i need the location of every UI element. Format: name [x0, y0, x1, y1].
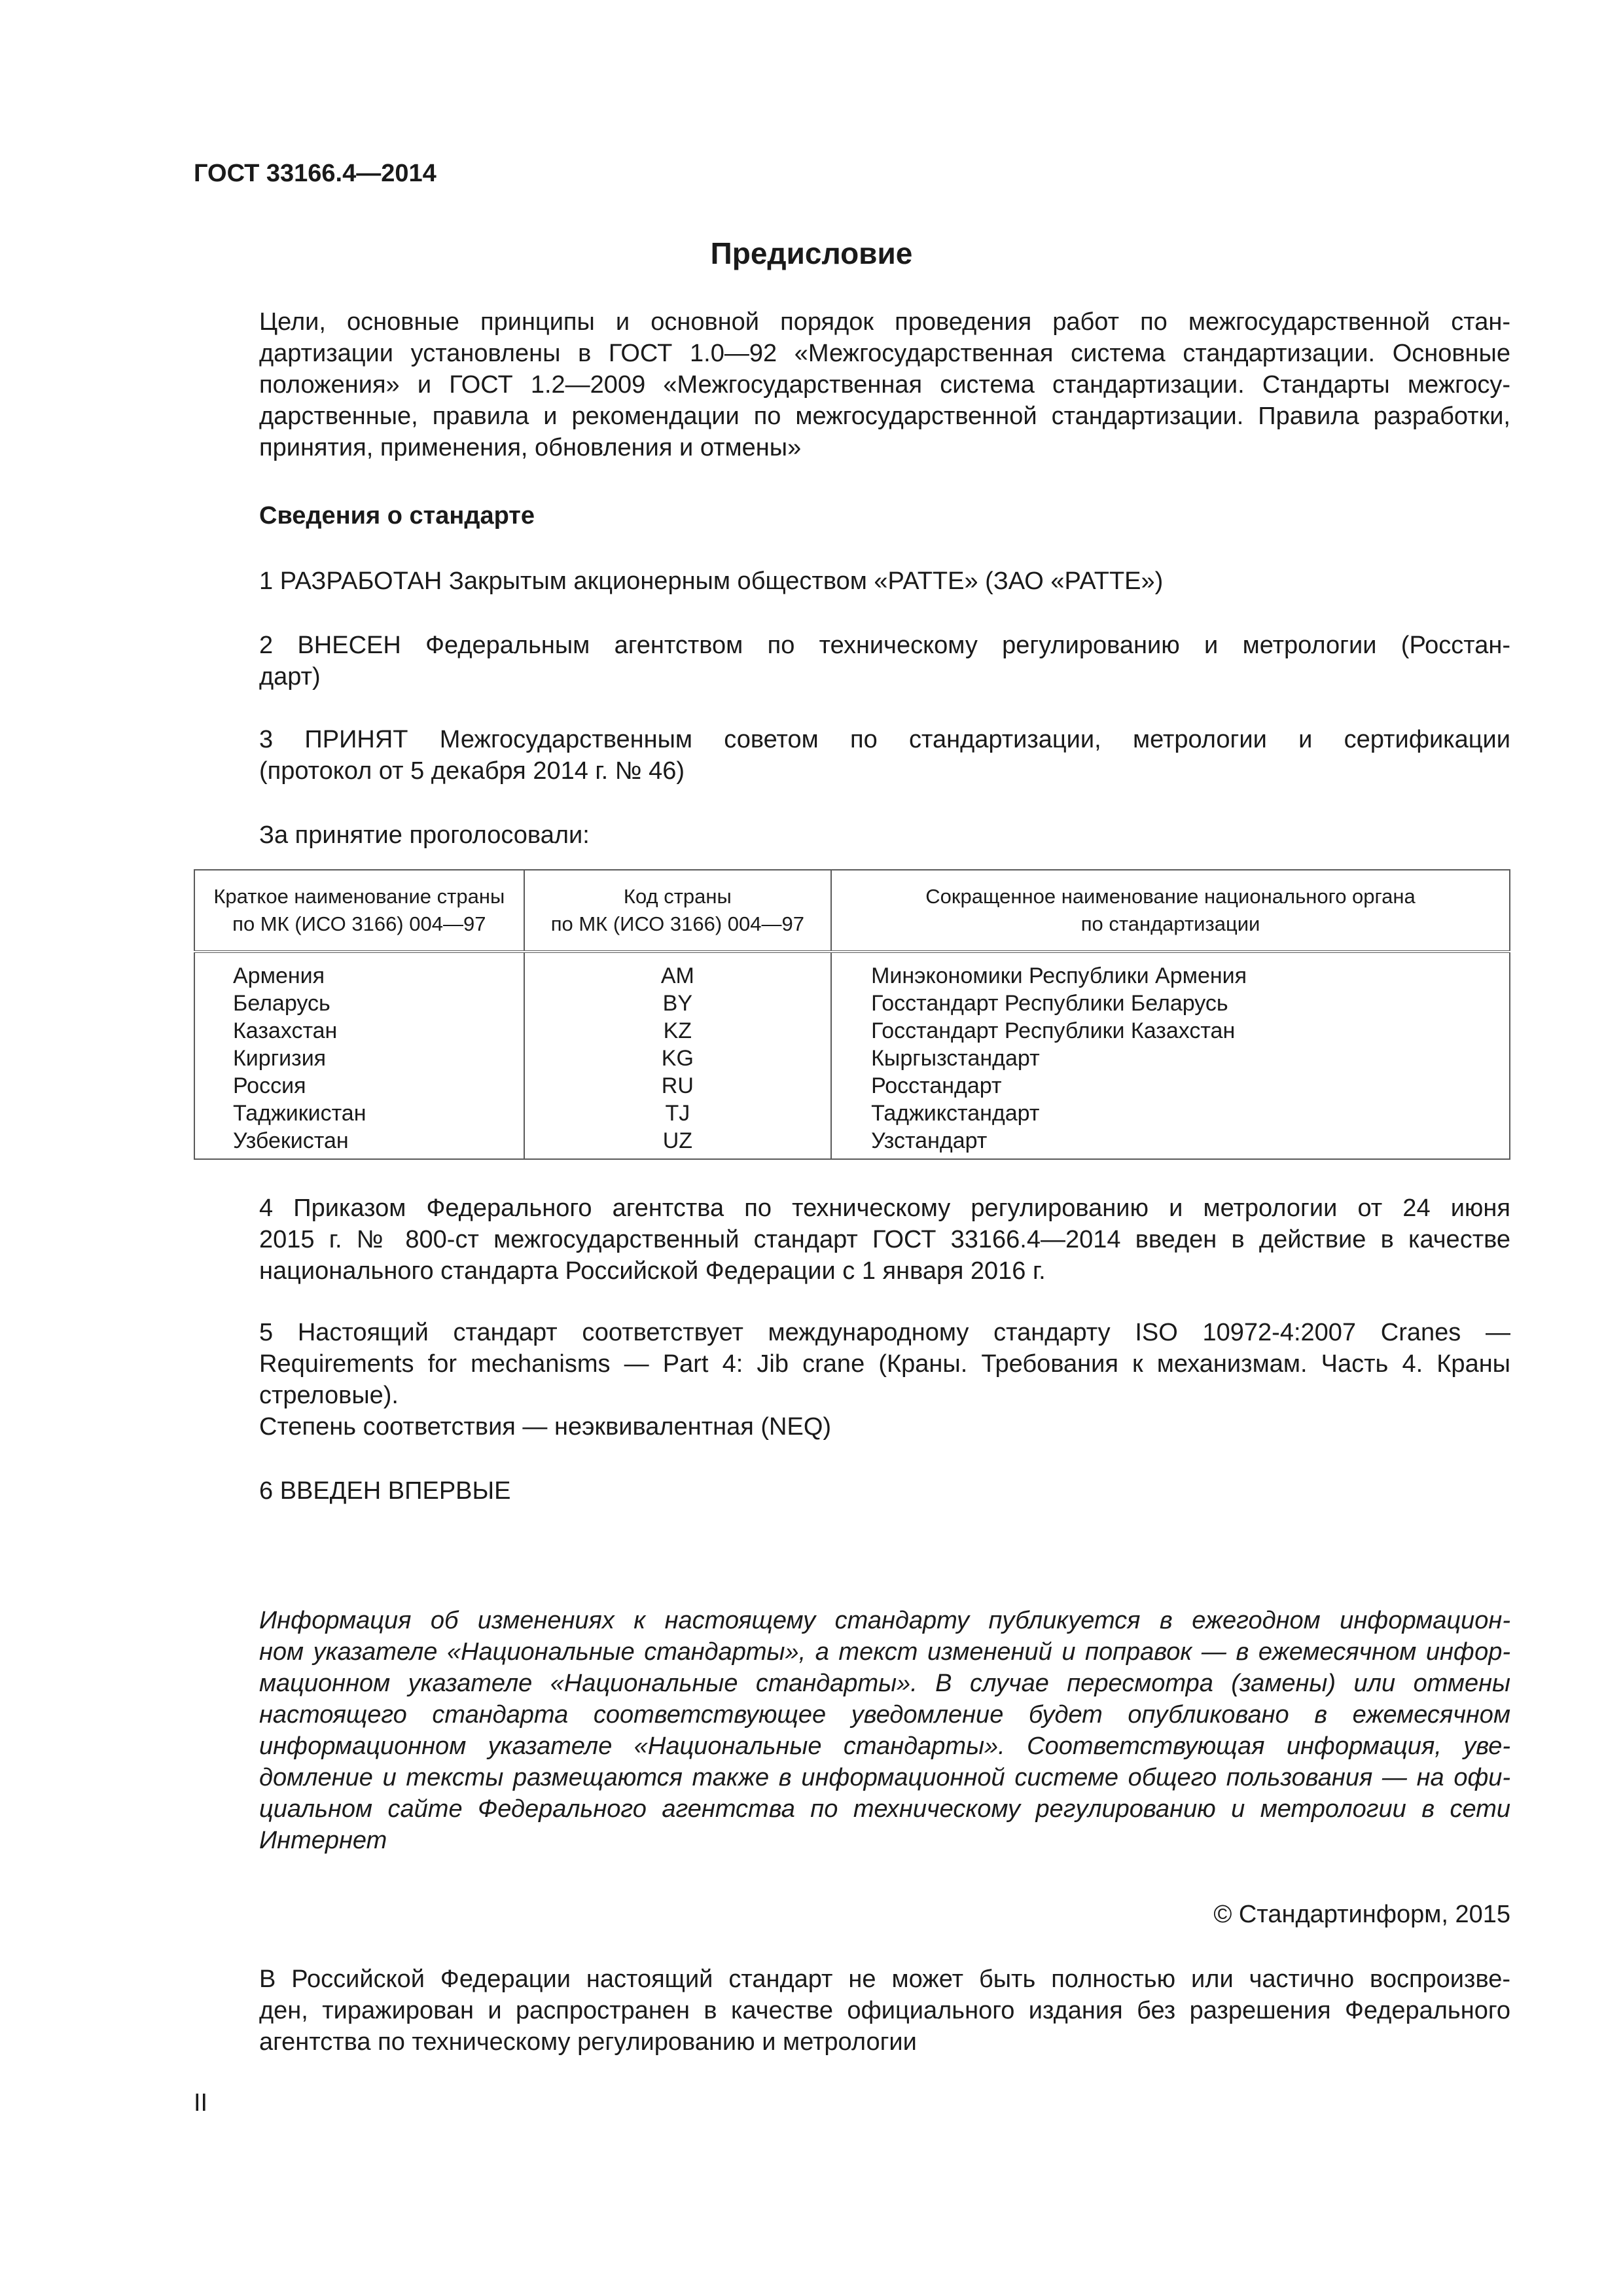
standards-body: Кыргызстандарт — [831, 1045, 1510, 1072]
info-heading: Сведения о стандарте — [259, 502, 535, 529]
item-correspondence-line: Requirements for mechanisms — Part 4: Jib crane (Краны. Требования к механизмам. Часть 4. Краны — [259, 1350, 1510, 1378]
item-correspondence-line: стреловые). — [259, 1382, 399, 1409]
table-row — [194, 1127, 1510, 1159]
standards-body: Таджикстандарт — [831, 1100, 1510, 1127]
restriction-line: ден, тиражирован и распространен в качестве официального издания без разрешения Федерального — [259, 1997, 1510, 2024]
standards-body: Росстандарт — [831, 1072, 1510, 1100]
header-line: Краткое наименование страны — [213, 885, 505, 908]
intro-paragraph — [194, 306, 1510, 463]
header-line: по МК (ИСО 3166) 004—97 — [550, 912, 804, 935]
table-row — [194, 952, 1510, 990]
header-line: Код страны — [623, 885, 732, 908]
table-row — [194, 1100, 1510, 1127]
intro-line: дартизации установлены в ГОСТ 1.0—92 «Межгосударственная система стандартизации. Основные — [259, 340, 1510, 367]
page-title: Предисловие — [710, 236, 913, 270]
item-enactment-line: национального стандарта Российской Федерации с 1 января 2016 г. — [259, 1257, 1046, 1285]
item-developed: 1 РАЗРАБОТАН Закрытым акционерным обществом «РАТТЕ» (ЗАО «РАТТЕ») — [259, 567, 1164, 595]
copyright: © Стандартинформ, 2015 — [1213, 1901, 1510, 1928]
voting-countries-table — [194, 869, 1510, 1160]
restriction-line: агентства по техническому регулированию и метрологии — [259, 2028, 917, 2056]
intro-line: положения» и ГОСТ 1.2—2009 «Межгосударственная система стандартизации. Стандарты межгосу- — [259, 371, 1510, 399]
item-correspondence — [194, 1317, 1510, 1411]
country-code: AM — [524, 952, 831, 990]
country-name: Беларусь — [194, 990, 524, 1017]
item-enactment-line: 2015 г. № 800-ст межгосударственный стандарт ГОСТ 33166.4—2014 введен в действие в качестве — [259, 1226, 1510, 1253]
item-submitted-line: 2 ВНЕСЕН Федеральным агентством по техническому регулированию и метрологии (Росстан- — [259, 632, 1510, 659]
changes-note-line: Интернет — [259, 1827, 387, 1854]
item-adopted-line: 3 ПРИНЯТ Межгосударственным советом по стандартизации, метрологии и сертификации — [259, 726, 1510, 753]
column-header-country — [194, 870, 524, 952]
reproduction-restriction — [194, 1964, 1510, 2058]
page-number: II — [194, 2089, 208, 2117]
item-submitted — [194, 630, 1510, 692]
table-row — [194, 1072, 1510, 1100]
country-name: Казахстан — [194, 1017, 524, 1045]
intro-line: Цели, основные принципы и основной порядок проведения работ по межгосударственной стан- — [259, 308, 1510, 336]
country-code: TJ — [524, 1100, 831, 1127]
country-name: Армения — [194, 952, 524, 990]
changes-note-line: настоящего стандарта соответствующее уведомление будет опубликовано в ежемесячном — [259, 1701, 1510, 1729]
item-adopted — [194, 724, 1510, 787]
changes-note-line: Информация об изменениях к настоящему стандарту публикуется в ежегодном информацион- — [259, 1607, 1510, 1634]
table-row — [194, 1017, 1510, 1045]
column-header-code — [524, 870, 831, 952]
item-first-introduced: 6 ВВЕДЕН ВПЕРВЫЕ — [259, 1477, 511, 1505]
changes-note — [194, 1605, 1510, 1856]
standards-body: Госстандарт Республики Казахстан — [831, 1017, 1510, 1045]
table-row — [194, 1045, 1510, 1072]
column-header-body — [831, 870, 1510, 952]
item-correspondence-line: 5 Настоящий стандарт соответствует международному стандарту ISO 10972-4:2007 Cranes — — [259, 1319, 1510, 1346]
changes-note-line: мационном указателе «Национальные стандарты». В случае пересмотра (замены) или отмены — [259, 1670, 1510, 1697]
intro-line: дарственные, правила и рекомендации по межгосударственной стандартизации. Правила разработки, — [259, 403, 1510, 430]
item-submitted-line: дарт) — [259, 663, 321, 691]
changes-note-line: домление и тексты размещаются также в информационной системе общего пользования — на офи- — [259, 1764, 1510, 1791]
country-code: UZ — [524, 1127, 831, 1159]
country-name: Таджикистан — [194, 1100, 524, 1127]
changes-note-line: циальном сайте Федерального агентства по техническому регулированию и метрологии в сети — [259, 1795, 1510, 1823]
item-adopted-line: (протокол от 5 декабря 2014 г. № 46) — [259, 757, 685, 785]
country-code: KG — [524, 1045, 831, 1072]
document-designation: ГОСТ 33166.4—2014 — [194, 160, 437, 187]
restriction-line: В Российской Федерации настоящий стандарт не может быть полностью или частично воспроизве- — [259, 1965, 1510, 1993]
voted-label: За принятие проголосовали: — [259, 821, 590, 849]
country-code: KZ — [524, 1017, 831, 1045]
country-name: Узбекистан — [194, 1127, 524, 1159]
standards-body: Узстандарт — [831, 1127, 1510, 1159]
country-code: RU — [524, 1072, 831, 1100]
item-enactment-line: 4 Приказом Федерального агентства по техническому регулированию и метрологии от 24 июня — [259, 1194, 1510, 1222]
intro-line: принятия, применения, обновления и отмены» — [259, 434, 802, 461]
item-enactment — [194, 1193, 1510, 1287]
table-row — [194, 990, 1510, 1017]
table-header-row — [194, 870, 1510, 952]
country-code: BY — [524, 990, 831, 1017]
header-line: по МК (ИСО 3166) 004—97 — [232, 912, 486, 935]
header-line: Сокращенное наименование национального органа — [925, 885, 1416, 908]
correspondence-degree: Степень соответствия — неэквивалентная (NEQ) — [259, 1413, 832, 1441]
header-line: по стандартизации — [1080, 912, 1260, 935]
standards-body: Госстандарт Республики Беларусь — [831, 990, 1510, 1017]
changes-note-line: информационном указателе «Национальные стандарты». Соответствующая информация, уве- — [259, 1732, 1510, 1760]
country-name: Киргизия — [194, 1045, 524, 1072]
country-name: Россия — [194, 1072, 524, 1100]
changes-note-line: ном указателе «Национальные стандарты», а текст изменений и поправок — в ежемесячном инфор- — [259, 1638, 1510, 1666]
standards-body: Минэкономики Республики Армения — [831, 952, 1510, 990]
